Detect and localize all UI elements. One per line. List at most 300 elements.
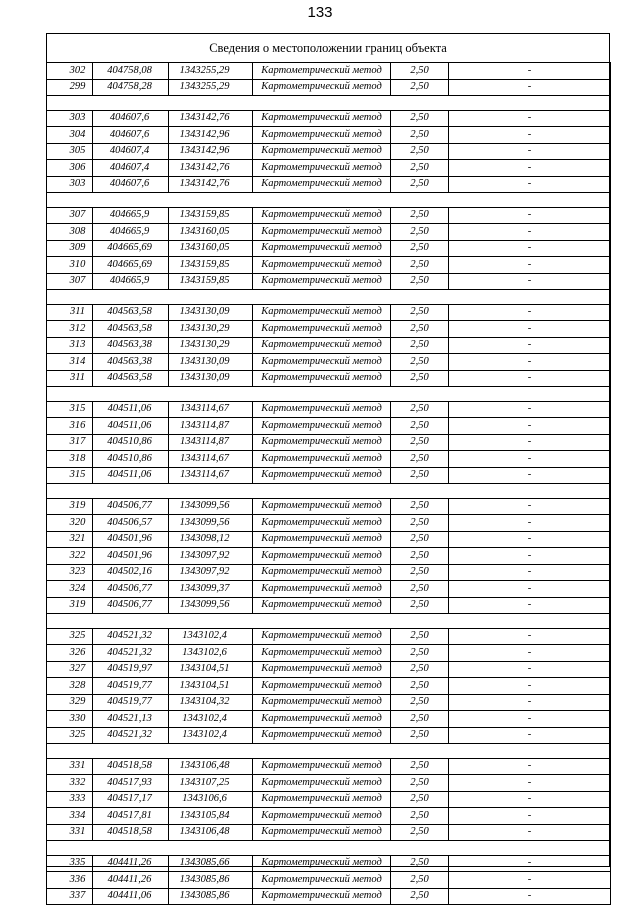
coord-x-cell: 404518,58: [93, 824, 169, 841]
table-row: [47, 808, 611, 825]
table-row: [47, 370, 611, 387]
group-separator-cell: [47, 614, 611, 629]
method-cell: Картометрический метод: [253, 304, 391, 321]
note-cell: -: [449, 808, 611, 825]
method-cell: Картометрический метод: [253, 498, 391, 515]
coord-y-cell: 1343255,29: [169, 79, 253, 96]
method-cell: Картометрический метод: [253, 515, 391, 532]
method-cell: Картометрический метод: [253, 321, 391, 338]
method-cell: Картометрический метод: [253, 434, 391, 451]
method-cell: Картометрический метод: [253, 791, 391, 808]
coord-y-cell: 1343085,66: [169, 855, 253, 872]
coord-x-cell: 404519,77: [93, 694, 169, 711]
coord-x-cell: 404665,69: [93, 257, 169, 274]
group-separator-row: [47, 290, 611, 305]
point-number-cell: 327: [47, 661, 93, 678]
coord-y-cell: 1343102,4: [169, 727, 253, 744]
accuracy-cell: 2,50: [391, 176, 449, 193]
method-cell: Картометрический метод: [253, 240, 391, 257]
table-row: [47, 498, 611, 515]
accuracy-cell: 2,50: [391, 531, 449, 548]
table-row: [47, 645, 611, 662]
page-number: 133: [307, 4, 333, 21]
method-cell: Картометрический метод: [253, 531, 391, 548]
coord-y-cell: 1343142,76: [169, 110, 253, 127]
note-cell: -: [449, 824, 611, 841]
point-number-cell: 331: [47, 824, 93, 841]
accuracy-cell: 2,50: [391, 791, 449, 808]
method-cell: Картометрический метод: [253, 727, 391, 744]
method-cell: Картометрический метод: [253, 678, 391, 695]
method-cell: Картометрический метод: [253, 257, 391, 274]
coord-x-cell: 404517,81: [93, 808, 169, 825]
method-cell: Картометрический метод: [253, 824, 391, 841]
coord-x-cell: 404502,16: [93, 564, 169, 581]
coord-x-cell: 404506,77: [93, 498, 169, 515]
accuracy-cell: 2,50: [391, 548, 449, 565]
coord-y-cell: 1343085,86: [169, 872, 253, 889]
coord-x-cell: 404563,58: [93, 304, 169, 321]
point-number-cell: 319: [47, 597, 93, 614]
coord-y-cell: 1343097,92: [169, 564, 253, 581]
table-row: [47, 110, 611, 127]
method-cell: Картометрический метод: [253, 127, 391, 144]
coord-x-cell: 404517,93: [93, 775, 169, 792]
accuracy-cell: 2,50: [391, 240, 449, 257]
table-row: [47, 127, 611, 144]
table-row: [47, 321, 611, 338]
accuracy-cell: 2,50: [391, 257, 449, 274]
coord-x-cell: 404521,32: [93, 727, 169, 744]
table-row: [47, 337, 611, 354]
note-cell: -: [449, 758, 611, 775]
point-number-cell: 334: [47, 808, 93, 825]
accuracy-cell: 2,50: [391, 645, 449, 662]
point-number-cell: 312: [47, 321, 93, 338]
accuracy-cell: 2,50: [391, 564, 449, 581]
coord-x-cell: 404411,06: [93, 888, 169, 905]
table-row: [47, 467, 611, 484]
point-number-cell: 309: [47, 240, 93, 257]
point-number-cell: 313: [47, 337, 93, 354]
accuracy-cell: 2,50: [391, 711, 449, 728]
group-separator-row: [47, 744, 611, 759]
table-row: [47, 824, 611, 841]
note-cell: -: [449, 354, 611, 371]
point-number-cell: 328: [47, 678, 93, 695]
method-cell: Картометрический метод: [253, 207, 391, 224]
note-cell: -: [449, 176, 611, 193]
table-row: [47, 304, 611, 321]
group-separator-row: [47, 387, 611, 402]
coord-y-cell: 1343097,92: [169, 548, 253, 565]
point-number-cell: 317: [47, 434, 93, 451]
note-cell: -: [449, 418, 611, 435]
point-number-cell: 332: [47, 775, 93, 792]
point-number-cell: 311: [47, 370, 93, 387]
method-cell: Картометрический метод: [253, 548, 391, 565]
coord-y-cell: 1343085,86: [169, 888, 253, 905]
coord-y-cell: 1343159,85: [169, 207, 253, 224]
note-cell: -: [449, 160, 611, 177]
method-cell: Картометрический метод: [253, 224, 391, 241]
method-cell: Картометрический метод: [253, 176, 391, 193]
accuracy-cell: 2,50: [391, 855, 449, 872]
point-number-cell: 333: [47, 791, 93, 808]
note-cell: -: [449, 711, 611, 728]
note-cell: -: [449, 451, 611, 468]
note-cell: -: [449, 581, 611, 598]
point-number-cell: 303: [47, 110, 93, 127]
coord-x-cell: 404506,57: [93, 515, 169, 532]
note-cell: -: [449, 872, 611, 889]
point-number-cell: 329: [47, 694, 93, 711]
method-cell: Картометрический метод: [253, 79, 391, 96]
group-separator-cell: [47, 290, 611, 305]
coord-x-cell: 404607,6: [93, 176, 169, 193]
method-cell: Картометрический метод: [253, 401, 391, 418]
coord-y-cell: 1343102,4: [169, 628, 253, 645]
coord-y-cell: 1343142,96: [169, 143, 253, 160]
accuracy-cell: 2,50: [391, 678, 449, 695]
table-row: [47, 79, 611, 96]
table-row: [47, 257, 611, 274]
accuracy-cell: 2,50: [391, 808, 449, 825]
coord-x-cell: 404517,17: [93, 791, 169, 808]
point-number-cell: 326: [47, 645, 93, 662]
accuracy-cell: 2,50: [391, 143, 449, 160]
coord-x-cell: 404563,58: [93, 370, 169, 387]
table-row: [47, 207, 611, 224]
point-number-cell: 321: [47, 531, 93, 548]
method-cell: Картометрический метод: [253, 758, 391, 775]
accuracy-cell: 2,50: [391, 418, 449, 435]
method-cell: Картометрический метод: [253, 451, 391, 468]
method-cell: Картометрический метод: [253, 418, 391, 435]
point-number-cell: 310: [47, 257, 93, 274]
coord-y-cell: 1343142,76: [169, 176, 253, 193]
note-cell: -: [449, 855, 611, 872]
method-cell: Картометрический метод: [253, 273, 391, 290]
table-title: Сведения о местоположении границ объекта: [209, 40, 447, 55]
coord-y-cell: 1343114,67: [169, 467, 253, 484]
coord-y-cell: 1343130,29: [169, 337, 253, 354]
table-row: [47, 628, 611, 645]
coord-y-cell: 1343114,67: [169, 451, 253, 468]
point-number-cell: 322: [47, 548, 93, 565]
group-separator-cell: [47, 96, 611, 111]
accuracy-cell: 2,50: [391, 79, 449, 96]
accuracy-cell: 2,50: [391, 661, 449, 678]
table-row: [47, 564, 611, 581]
table-row: [47, 791, 611, 808]
method-cell: Картометрический метод: [253, 337, 391, 354]
coord-x-cell: 404758,28: [93, 79, 169, 96]
coord-y-cell: 1343130,29: [169, 321, 253, 338]
accuracy-cell: 2,50: [391, 451, 449, 468]
coord-x-cell: 404501,96: [93, 548, 169, 565]
coord-y-cell: 1343142,96: [169, 127, 253, 144]
coord-y-cell: 1343104,51: [169, 678, 253, 695]
coord-x-cell: 404519,77: [93, 678, 169, 695]
note-cell: -: [449, 224, 611, 241]
boundary-points-table: [46, 62, 611, 905]
accuracy-cell: 2,50: [391, 304, 449, 321]
table-row: [47, 515, 611, 532]
accuracy-cell: 2,50: [391, 401, 449, 418]
table-row: [47, 418, 611, 435]
coord-x-cell: 404563,38: [93, 337, 169, 354]
table-row: [47, 855, 611, 872]
method-cell: Картометрический метод: [253, 143, 391, 160]
table-row: [47, 354, 611, 371]
note-cell: -: [449, 321, 611, 338]
note-cell: -: [449, 79, 611, 96]
accuracy-cell: 2,50: [391, 127, 449, 144]
table-row: [47, 597, 611, 614]
table-row: [47, 401, 611, 418]
note-cell: -: [449, 515, 611, 532]
table-row: [47, 63, 611, 80]
point-number-cell: 308: [47, 224, 93, 241]
coord-y-cell: 1343114,87: [169, 418, 253, 435]
method-cell: Картометрический метод: [253, 661, 391, 678]
group-separator-cell: [47, 744, 611, 759]
note-cell: -: [449, 645, 611, 662]
coord-x-cell: 404510,86: [93, 434, 169, 451]
coord-x-cell: 404607,4: [93, 143, 169, 160]
note-cell: -: [449, 498, 611, 515]
coord-y-cell: 1343098,12: [169, 531, 253, 548]
method-cell: Картометрический метод: [253, 694, 391, 711]
table-row: [47, 775, 611, 792]
method-cell: Картометрический метод: [253, 645, 391, 662]
point-number-cell: 316: [47, 418, 93, 435]
point-number-cell: 314: [47, 354, 93, 371]
group-separator-row: [47, 614, 611, 629]
coord-x-cell: 404665,69: [93, 240, 169, 257]
table-row: [47, 694, 611, 711]
coord-y-cell: 1343160,05: [169, 224, 253, 241]
note-cell: -: [449, 434, 611, 451]
group-separator-cell: [47, 193, 611, 208]
table-row: [47, 678, 611, 695]
method-cell: Картометрический метод: [253, 160, 391, 177]
method-cell: Картометрический метод: [253, 370, 391, 387]
coord-y-cell: 1343159,85: [169, 257, 253, 274]
coord-y-cell: 1343106,48: [169, 758, 253, 775]
accuracy-cell: 2,50: [391, 597, 449, 614]
point-number-cell: 336: [47, 872, 93, 889]
point-number-cell: 307: [47, 273, 93, 290]
method-cell: Картометрический метод: [253, 628, 391, 645]
table-row: [47, 548, 611, 565]
point-number-cell: 303: [47, 176, 93, 193]
note-cell: -: [449, 727, 611, 744]
coord-x-cell: 404506,77: [93, 581, 169, 598]
note-cell: -: [449, 564, 611, 581]
accuracy-cell: 2,50: [391, 694, 449, 711]
accuracy-cell: 2,50: [391, 207, 449, 224]
coord-x-cell: 404607,4: [93, 160, 169, 177]
coord-x-cell: 404506,77: [93, 597, 169, 614]
table-row: [47, 581, 611, 598]
note-cell: -: [449, 548, 611, 565]
method-cell: Картометрический метод: [253, 872, 391, 889]
coord-x-cell: 404411,26: [93, 855, 169, 872]
coord-y-cell: 1343099,56: [169, 597, 253, 614]
accuracy-cell: 2,50: [391, 775, 449, 792]
group-separator-cell: [47, 841, 611, 856]
note-cell: -: [449, 63, 611, 80]
accuracy-cell: 2,50: [391, 354, 449, 371]
coord-x-cell: 404563,38: [93, 354, 169, 371]
coord-x-cell: 404519,97: [93, 661, 169, 678]
accuracy-cell: 2,50: [391, 872, 449, 889]
accuracy-cell: 2,50: [391, 370, 449, 387]
accuracy-cell: 2,50: [391, 467, 449, 484]
note-cell: -: [449, 775, 611, 792]
coord-y-cell: 1343130,09: [169, 304, 253, 321]
point-number-cell: 315: [47, 401, 93, 418]
coord-y-cell: 1343099,37: [169, 581, 253, 598]
method-cell: Картометрический метод: [253, 354, 391, 371]
point-number-cell: 315: [47, 467, 93, 484]
note-cell: -: [449, 337, 611, 354]
table-row: [47, 224, 611, 241]
point-number-cell: 331: [47, 758, 93, 775]
coord-x-cell: 404665,9: [93, 207, 169, 224]
note-cell: -: [449, 597, 611, 614]
accuracy-cell: 2,50: [391, 888, 449, 905]
point-number-cell: 324: [47, 581, 93, 598]
coord-x-cell: 404607,6: [93, 127, 169, 144]
group-separator-cell: [47, 387, 611, 402]
accuracy-cell: 2,50: [391, 727, 449, 744]
coord-x-cell: 404501,96: [93, 531, 169, 548]
coord-x-cell: 404665,9: [93, 224, 169, 241]
note-cell: -: [449, 240, 611, 257]
note-cell: -: [449, 531, 611, 548]
point-number-cell: 305: [47, 143, 93, 160]
point-number-cell: 318: [47, 451, 93, 468]
method-cell: Картометрический метод: [253, 581, 391, 598]
accuracy-cell: 2,50: [391, 758, 449, 775]
group-separator-row: [47, 96, 611, 111]
method-cell: Картометрический метод: [253, 597, 391, 614]
table-row: [47, 160, 611, 177]
accuracy-cell: 2,50: [391, 434, 449, 451]
accuracy-cell: 2,50: [391, 321, 449, 338]
accuracy-cell: 2,50: [391, 515, 449, 532]
coord-x-cell: 404665,9: [93, 273, 169, 290]
coord-x-cell: 404758,08: [93, 63, 169, 80]
point-number-cell: 320: [47, 515, 93, 532]
note-cell: -: [449, 273, 611, 290]
method-cell: Картометрический метод: [253, 564, 391, 581]
table-row: [47, 888, 611, 905]
note-cell: -: [449, 678, 611, 695]
note-cell: -: [449, 257, 611, 274]
method-cell: Картометрический метод: [253, 711, 391, 728]
point-number-cell: 302: [47, 63, 93, 80]
note-cell: -: [449, 207, 611, 224]
point-number-cell: 335: [47, 855, 93, 872]
coord-y-cell: 1343106,48: [169, 824, 253, 841]
coord-y-cell: 1343106,6: [169, 791, 253, 808]
note-cell: -: [449, 694, 611, 711]
table-row: [47, 531, 611, 548]
coord-y-cell: 1343142,76: [169, 160, 253, 177]
method-cell: Картометрический метод: [253, 808, 391, 825]
note-cell: -: [449, 304, 611, 321]
note-cell: -: [449, 661, 611, 678]
coord-y-cell: 1343104,51: [169, 661, 253, 678]
coord-y-cell: 1343130,09: [169, 370, 253, 387]
accuracy-cell: 2,50: [391, 273, 449, 290]
table-row: [47, 661, 611, 678]
accuracy-cell: 2,50: [391, 824, 449, 841]
table-row: [47, 727, 611, 744]
table-row: [47, 711, 611, 728]
method-cell: Картометрический метод: [253, 63, 391, 80]
point-number-cell: 311: [47, 304, 93, 321]
accuracy-cell: 2,50: [391, 337, 449, 354]
method-cell: Картометрический метод: [253, 855, 391, 872]
coord-y-cell: 1343105,84: [169, 808, 253, 825]
point-number-cell: 323: [47, 564, 93, 581]
coord-x-cell: 404511,06: [93, 418, 169, 435]
coord-y-cell: 1343114,67: [169, 401, 253, 418]
coord-y-cell: 1343130,09: [169, 354, 253, 371]
coord-x-cell: 404411,26: [93, 872, 169, 889]
group-separator-row: [47, 193, 611, 208]
method-cell: Картометрический метод: [253, 888, 391, 905]
point-number-cell: 325: [47, 727, 93, 744]
table-row: [47, 143, 611, 160]
accuracy-cell: 2,50: [391, 628, 449, 645]
note-cell: -: [449, 467, 611, 484]
table-row: [47, 434, 611, 451]
coord-x-cell: 404521,32: [93, 628, 169, 645]
group-separator-row: [47, 841, 611, 856]
coord-x-cell: 404521,13: [93, 711, 169, 728]
coord-y-cell: 1343107,25: [169, 775, 253, 792]
coord-x-cell: 404510,86: [93, 451, 169, 468]
point-number-cell: 304: [47, 127, 93, 144]
accuracy-cell: 2,50: [391, 581, 449, 598]
point-number-cell: 337: [47, 888, 93, 905]
coord-y-cell: 1343099,56: [169, 498, 253, 515]
table-row: [47, 240, 611, 257]
note-cell: -: [449, 628, 611, 645]
coord-x-cell: 404511,06: [93, 401, 169, 418]
note-cell: -: [449, 110, 611, 127]
coord-x-cell: 404607,6: [93, 110, 169, 127]
note-cell: -: [449, 401, 611, 418]
coord-y-cell: 1343160,05: [169, 240, 253, 257]
coord-y-cell: 1343104,32: [169, 694, 253, 711]
coord-x-cell: 404511,06: [93, 467, 169, 484]
method-cell: Картометрический метод: [253, 775, 391, 792]
point-number-cell: 306: [47, 160, 93, 177]
point-number-cell: 319: [47, 498, 93, 515]
note-cell: -: [449, 127, 611, 144]
coord-y-cell: 1343255,29: [169, 63, 253, 80]
note-cell: -: [449, 888, 611, 905]
coord-y-cell: 1343099,56: [169, 515, 253, 532]
method-cell: Картометрический метод: [253, 110, 391, 127]
